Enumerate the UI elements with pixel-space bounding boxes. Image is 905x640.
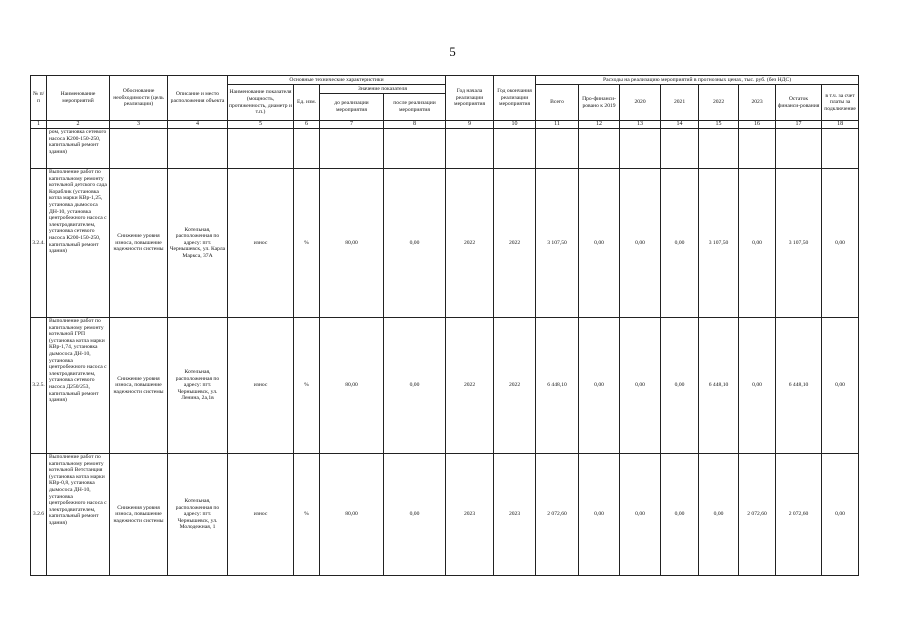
header-total: Всего [536,85,579,121]
header-unit: Ед. изм. [294,85,320,121]
row-profinanced: 0,00 [579,318,620,454]
header-remaining: Остаток финанси-рования [776,85,822,121]
row-2021: 0,00 [661,169,699,318]
row-2022: 6 448,10 [699,318,739,454]
header-indicator-name: Наименование показателя (мощность, протяженность, диаметр и т.п.) [228,85,294,121]
column-number: 11 [536,121,579,129]
row-2020: 0,00 [620,318,661,454]
row-2020: 0,00 [620,169,661,318]
page-number: 5 [449,44,456,59]
row-total: 6 448,10 [536,318,579,454]
header-including-fee: в т.ч. за счет платы за подключение [822,85,859,121]
header-2022: 2022 [699,85,739,121]
row-start-year: 2023 [446,454,494,576]
row-justification: Снижения уровня износа, повышение надежности системы [110,454,168,576]
row-start-year: 2022 [446,169,494,318]
row-indicator: износ [228,454,294,576]
row-justification: Снижение уровня износа, повышение надежности системы [110,318,168,454]
column-number: 13 [620,121,661,129]
row-including-fee: 0,00 [822,454,859,576]
row-name: Выполнение работ по капитальному ремонту котельной Ветстанция (установка котла марки КВр-0,8, установка дымососа ДН-10, установка центробежного насоса с электродвигателем, капитальный ремонт здания) [47,454,110,576]
header-2023: 2023 [739,85,776,121]
row-2021: 0,00 [661,318,699,454]
row-location: Котельная, расположенная по адресу: пгт. Чернышевск, ул. Ленина, 2а,1в [168,318,228,454]
row-start-year: 2022 [446,318,494,454]
row-remaining: 3 107,50 [776,169,822,318]
header-num: № п/п [31,76,47,121]
column-number: 3 [110,121,168,129]
row-before: 80,00 [320,318,384,454]
column-number: 2 [47,121,110,129]
row-location: Котельная, расположенная по адресу: пгт. Чернышевск, ул. Карла Маркса, 37А [168,169,228,318]
row-remaining: 6 448,10 [776,318,822,454]
row-2022: 3 107,50 [699,169,739,318]
column-number: 1 [31,121,47,129]
table-row [31,318,859,454]
column-number: 16 [739,121,776,129]
row-2023: 0,00 [739,318,776,454]
row-unit: % [294,169,320,318]
column-number: 4 [168,121,228,129]
continued-row-name: ром, установка сетевого насоса К200-150-250, капитальный ремонт здания) [47,129,110,169]
column-number: 10 [494,121,536,129]
row-before: 80,00 [320,454,384,576]
row-end-year: 2022 [494,169,536,318]
row-after: 0,00 [384,318,446,454]
row-2021: 0,00 [661,454,699,576]
row-num: 3.2.6 [31,454,47,576]
row-indicator: износ [228,318,294,454]
row-indicator: износ [228,169,294,318]
row-including-fee: 0,00 [822,318,859,454]
header-tech-group: Основные технические характеристики [228,76,446,85]
row-end-year: 2022 [494,318,536,454]
row-total: 2 072,60 [536,454,579,576]
investment-program-table [30,75,859,576]
row-location: Котельная, расположенная по адресу: пгт. Чернышевск, ул. Молодежная, 1 [168,454,228,576]
row-profinanced: 0,00 [579,169,620,318]
header-location: Описание и место расположения объекта [168,76,228,121]
table-row [31,169,859,318]
column-number: 17 [776,121,822,129]
row-end-year: 2023 [494,454,536,576]
row-num: 3.2.4. [31,169,47,318]
row-after: 0,00 [384,454,446,576]
continued-row [31,129,859,169]
column-number: 7 [320,121,384,129]
column-number: 14 [661,121,699,129]
row-justification: Снижение уровня износа, повышение надежности системы [110,169,168,318]
header-before: до реализации мероприятия [320,94,384,121]
row-2022: 0,00 [699,454,739,576]
column-number: 9 [446,121,494,129]
header-2020: 2020 [620,85,661,121]
header-start-year: Год начала реализации мероприятия [446,76,494,121]
row-2023: 2 072,60 [739,454,776,576]
header-after: после реализации мероприятия [384,94,446,121]
column-number-row [31,121,859,129]
column-number: 12 [579,121,620,129]
header-end-year: Год окончания реализации мероприятия [494,76,536,121]
header-profinanced: Про-финанси-ровано к 2019 [579,85,620,121]
table-row [31,454,859,576]
row-num: 3.2.5. [31,318,47,454]
header-name: Наименование мероприятий [47,76,110,121]
row-2023: 0,00 [739,169,776,318]
column-number: 8 [384,121,446,129]
column-number: 18 [822,121,859,129]
header-justification: Обоснование необходимости (цель реализации) [110,76,168,121]
column-number: 5 [228,121,294,129]
row-2020: 0,00 [620,454,661,576]
row-after: 0,00 [384,169,446,318]
header-expenses-group: Расходы на реализацию мероприятий в прогнозных ценах, тыс. руб. (без НДС) [536,76,859,85]
header-values-group: Значение показателя [320,85,446,94]
row-unit: % [294,318,320,454]
column-number: 15 [699,121,739,129]
column-number: 6 [294,121,320,129]
row-name: Выполнение работ по капитальному ремонту котельной ГРП (установка котла марки КВр-1,74, установка дымососа ДН-10, установка центробежного насоса с электродвигателем, установка сетевого насоса Д250/253, капитальный ремонт здания) [47,318,110,454]
row-remaining: 2 072,60 [776,454,822,576]
row-including-fee: 0,00 [822,169,859,318]
row-total: 3 107,50 [536,169,579,318]
row-profinanced: 0,00 [579,454,620,576]
row-name: Выполнение работ по капитальному ремонту котельной детского сада Кораблик (установка котла марки КВр-1,25, установка дымососа ДН-10, установка центробежного насоса с электродвигателем, установка сетевого насоса К200-150-250, капитальный ремонт здания) [47,169,110,318]
row-before: 80,00 [320,169,384,318]
header-2021: 2021 [661,85,699,121]
row-unit: % [294,454,320,576]
